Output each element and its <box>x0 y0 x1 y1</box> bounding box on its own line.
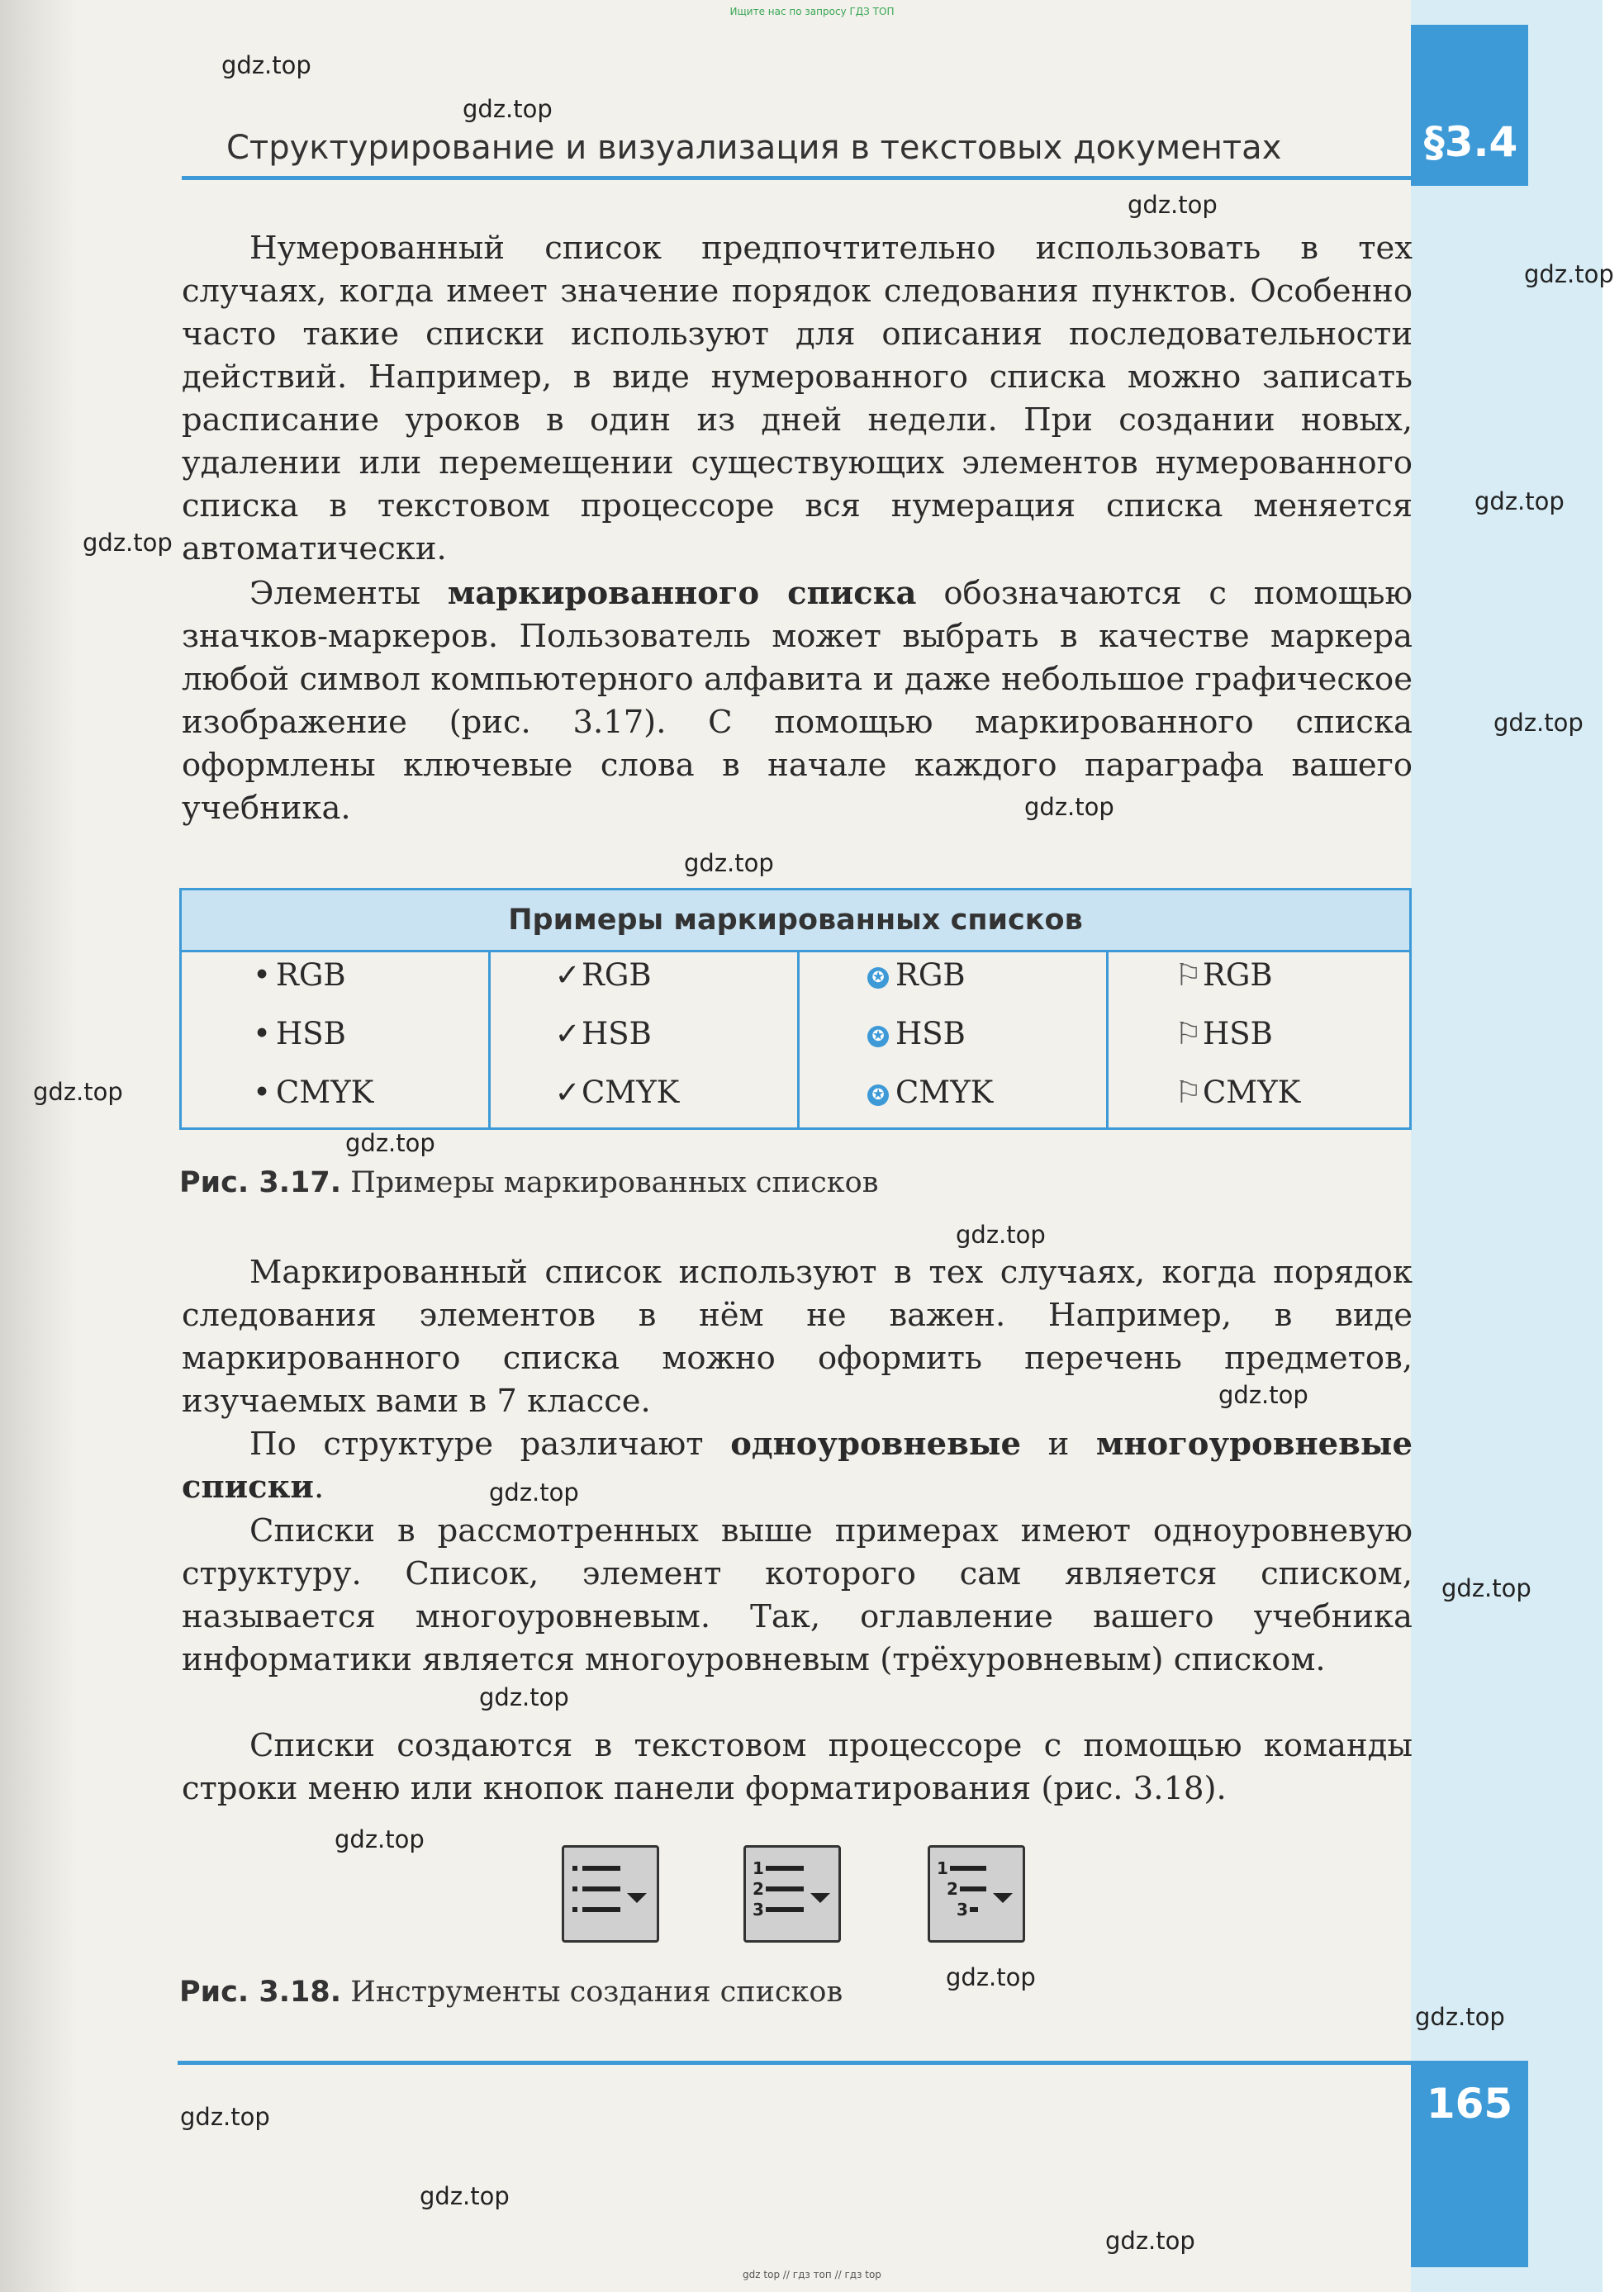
section-label: §3.4 <box>1423 118 1518 166</box>
watermark: gdz.top <box>946 1963 1036 1991</box>
number-label: 2 <box>753 1879 764 1899</box>
number-label: 2 <box>947 1879 958 1899</box>
watermark: gdz.top <box>1524 260 1614 288</box>
list-item: ⚐HSB <box>1175 1016 1273 1051</box>
table-title: Примеры маркированных списков <box>508 904 1083 937</box>
watermark: gdz.top <box>33 1078 123 1106</box>
number-label: 1 <box>937 1858 948 1878</box>
list-item: • HSB <box>253 1016 346 1051</box>
table-column-check <box>491 952 797 1127</box>
watermark: gdz.top <box>1493 709 1584 737</box>
list-item: • CMYK <box>253 1075 374 1110</box>
watermark: gdz.top <box>83 529 173 557</box>
list-item: ✓HSB <box>554 1016 652 1051</box>
flag-bullet-icon: ⚐ <box>1175 957 1203 993</box>
table-column-dot <box>182 952 488 1127</box>
list-item: ⚐RGB <box>1175 957 1273 993</box>
number-label: 1 <box>753 1858 764 1878</box>
watermark: gdz.top <box>345 1129 435 1157</box>
watermark: gdz.top <box>180 2103 270 2131</box>
number-label: 3 <box>957 1900 968 1919</box>
book-spine-shadow <box>0 0 78 2292</box>
paragraph-multilevel: Списки в рассмотренных выше примерах имеют одноуровневую структуру. Список, элемент которого сам является списком, называется многоуровневым. Так, оглавление вашего учебника информатики является многоуровневым (трёхуровневым) списком. <box>182 1512 1413 1678</box>
bullet-examples-table <box>179 888 1412 1130</box>
figure-caption-3-18: Рис. 3.18. Инструменты создания списков <box>179 1976 843 2009</box>
watermark: gdz.top <box>335 1825 425 1853</box>
running-header: Структурирование и визуализация в текстовых документах <box>226 129 1282 167</box>
watermark: gdz.top <box>1441 1574 1531 1602</box>
paragraph-structure: По структуре различают одноуровневые и многоуровневые списки. <box>182 1426 1413 1506</box>
watermark: gdz.top <box>1474 487 1565 515</box>
multilevel-list-tool-icon <box>928 1845 1025 1943</box>
number-label: 3 <box>753 1900 764 1919</box>
watermark: gdz.top <box>1128 191 1218 219</box>
watermark: gdz.top <box>1218 1381 1308 1409</box>
table-column-star <box>800 952 1106 1127</box>
star-bullet-icon: ✪ <box>867 967 889 989</box>
flag-bullet-icon: ⚐ <box>1175 1016 1203 1051</box>
watermark: gdz.top <box>489 1478 579 1507</box>
footer-rule <box>178 2061 1411 2065</box>
header-rule <box>182 176 1413 180</box>
list-item: • RGB <box>253 957 346 993</box>
bottom-note: gdz top // гдз топ // гдз top <box>743 2269 881 2280</box>
watermark: gdz.top <box>479 1683 569 1711</box>
flag-bullet-icon: ⚐ <box>1175 1075 1203 1110</box>
list-item: ✓CMYK <box>554 1075 680 1110</box>
top-note: Ищите нас по запросу ГДЗ ТОП <box>729 6 895 17</box>
watermark: gdz.top <box>684 849 774 877</box>
watermark: gdz.top <box>1024 793 1114 821</box>
paragraph-numbered-list: Нумерованный список предпочтительно использовать в тех случаях, когда имеет значение порядок следования пунктов. Особенно часто такие списки используют для описания последовательности действий. Например, в виде нумерованного списка можно записать расписание уроков в один из дней недели. При создании новых, удалении или перемещении существующих элементов нумерованного списка в текстовом процессоре вся нумерация списка меняется автоматически. <box>182 230 1413 567</box>
star-bullet-icon: ✪ <box>867 1084 889 1106</box>
watermark: gdz.top <box>1415 2003 1505 2031</box>
watermark: gdz.top <box>956 1221 1046 1249</box>
bulleted-list-tool-icon <box>562 1845 659 1943</box>
numbered-list-tool-icon <box>743 1845 841 1943</box>
margin-band <box>1411 0 1624 2292</box>
paragraph-creating-lists: Списки создаются в текстовом процессоре с помощью команды строки меню или кнопок панели форматирования (рис. 3.18). <box>182 1727 1413 1807</box>
list-item: ✪ RGB <box>867 957 966 993</box>
list-item: ⚐CMYK <box>1175 1075 1301 1110</box>
watermark: gdz.top <box>1105 2227 1195 2255</box>
list-item: ✪ HSB <box>867 1016 966 1051</box>
paragraph-bulleted-usage: Маркированный список используют в тех случаях, когда порядок следования элементов в нём не важен. Например, в виде маркированного списка можно оформить перечень предметов, изучаемых вами в 7 классе. <box>182 1254 1413 1420</box>
star-bullet-icon: ✪ <box>867 1026 889 1047</box>
list-item: ✪ CMYK <box>867 1075 993 1110</box>
paragraph-bulleted-list: Элементы маркированного списка обозначаются с помощью значков-маркеров. Пользователь может выбрать в качестве маркера любой символ компьютерного алфавита и даже небольшое графическое изображение (рис. 3.17). С помощью маркированного списка оформлены ключевые слова в начале каждого параграфа вашего учебника. <box>182 575 1413 827</box>
watermark: gdz.top <box>221 51 311 79</box>
list-item: ✓RGB <box>554 957 652 993</box>
table-column-flag <box>1109 952 1415 1127</box>
figure-caption-3-17: Рис. 3.17. Примеры маркированных списков <box>179 1166 879 1199</box>
page-edge <box>1603 0 1624 2292</box>
watermark: gdz.top <box>463 95 553 123</box>
table-header <box>182 890 1409 952</box>
page-number: 165 <box>1426 2080 1513 2128</box>
watermark: gdz.top <box>420 2182 510 2210</box>
